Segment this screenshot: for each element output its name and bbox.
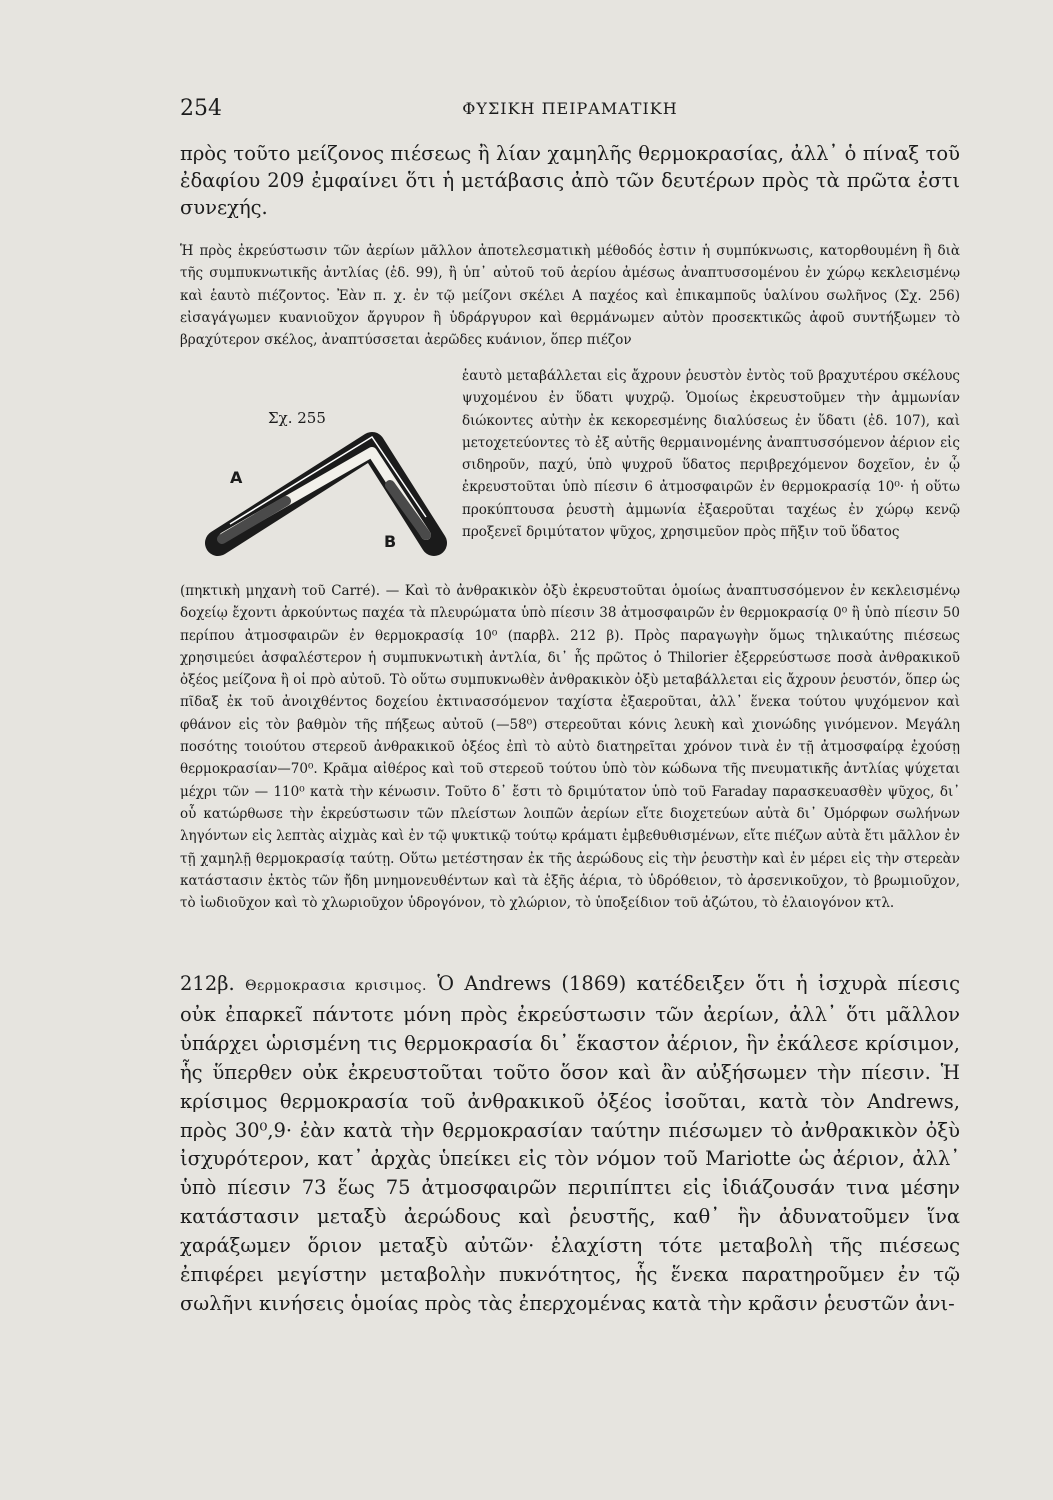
small-print-paragraph-1: Ἡ πρὸς ἐκρεύστωσιν τῶν ἀερίων μᾶλλον ἀποτελεσματικὴ μέθοδός ἐστιν ἡ συμπύκνωσις, κατορθουμένη ἢ διὰ τῆς συμπυκνωτικῆς ἀντλίας (ἐδ. 99), ἢ ὑπ᾽ αὐτοῦ τοῦ ἀερίου ἀμέσως ἀναπτυσσομένου ἐν χώρῳ κεκλεισμένῳ καὶ ἑαυτὸ πιέζοντος. Ἐὰν π. χ. ἐν τῷ μείζονι σκέλει Α παχέος καὶ ἐπικαμποῦς ὑαλίνου σωλῆνος (Σχ. 256) εἰσαγάγωμεν κυανιοῦχον ἄργυρον ἢ ὑδράργυρον καὶ θερμάνωμεν αὐτὸν προσεκτικῶς ἀφοῦ συντήξωμεν τὸ βραχύτερον σκέλος, ἀναπτύσσεται ἀερῶδες κυάνιον, ὅπερ πιέζον (180, 243, 960, 349)
bent-tube-illustration (190, 425, 450, 585)
figure-side-text: ἑαυτὸ μεταβάλλεται εἰς ἄχρουν ῥευστὸν ἐντὸς τοῦ βραχυτέρου σκέλους ψυχομένου ἐν ὕδατι ψυχρῷ. Ὁμοίως ἐκρευστοῦμεν τὴν ἀμμωνίαν διώκοντες αὐτὴν ἐκ κεκορεσμένης διαλύσεως ἐν ὕδατι (ἐδ. 107), καὶ μετοχετεύοντες τὸ ἐξ αὐτῆς θερμαινομένης ἀναπτυσσόμενον ἀέριον εἰς σιδηροῦν, παχύ, ὑπὸ ψυχροῦ ὕδατος περιβρεχόμενον δοχεῖον, ἐν ᾧ ἐκρευστοῦται ὑπὸ πίεσιν 6 ἀτμοσφαιρῶν ἐν θερμοκρασίᾳ 10⁰· ἡ οὕτω προκύπτουσα ῥευστὴ ἀμμωνία ἐξαεροῦται ταχέως ἐν χώρῳ κενῷ προξενεῖ δριμύτατον ψῦχος, χρησιμεῦον πρὸς πῆξιν τοῦ ὕδατος (462, 368, 960, 541)
section-critical-temperature (180, 970, 960, 1319)
section-number: 212β. (180, 972, 235, 995)
running-title: ΦΥΣΙΚΗ ΠΕΙΡΑΜΑΤΙΚΗ (462, 99, 678, 118)
glass-tube (218, 437, 434, 543)
figure (180, 365, 462, 587)
small-print-paragraph-2: (πηκτικὴ μηχανὴ τοῦ Carré). — Καὶ τὸ ἀνθρακικὸν ὀξὺ ἐκρευστοῦται ὁμοίως ἀναπτυσσόμενον ἐν κεκλεισμένῳ δοχείῳ ἔχοντι ἀρκούντως παχέα τὰ πλευρώματα ὑπὸ πίεσιν 38 ἀτμοσφαιρῶν ἐν θερμοκρασίᾳ 0⁰ ἢ ὑπὸ πίεσιν 50 περίπου ἀτμοσφαιρῶν ἐν θερμοκρασίᾳ 10⁰ (παρβλ. 212 β). Πρὸς παραγωγὴν ὅμως τηλικαύτης πιέσεως χρησιμεύει ἀσφαλέστερον ἡ συμπυκνωτικὴ ἀντλία, δι᾽ ἧς πρῶτος ὁ Thilorier ἐξερρεύστωσε ποσὰ ἀνθρακικοῦ ὀξέος μείζονα ἢ οἱ πρὸ αὐτοῦ. Τὸ οὕτω συμπυκνωθὲν ἀνθρακικὸν ὀξὺ μεταβάλλεται εἰς ἄχρουν ῥευστόν, ὅπερ ὡς πῖδαξ ἐκ τοῦ ἀνοιχθέντος δοχείου ἐκτινασσόμενον ταχίστα ἐξαεροῦται, ἀλλ᾽ ἕνεκα τούτου ψυχόμενον καὶ φθάνον εἰς τὸν βαθμὸν τῆς πήξεως αὐτοῦ (—58⁰) στερεοῦται κόνις λευκὴ καὶ χιονώδης γινόμενον. Μεγάλη ποσότης τοιούτου στερεοῦ ἀνθρακικοῦ ὀξέος ἐπὶ τὸ αὐτὸ διατηρεῖται χρόνον τινὰ ἐν τῇ ἀτμοσφαίρᾳ ἐχούσῃ θερμοκρασίαν—70⁰. Κρᾶμα αἰθέρος καὶ τοῦ στερεοῦ τούτου ὑπὸ τὸν κώδωνα τῆς πνευματικῆς ἀντλίας ψύχεται μέχρι τῶν — 110⁰ κατὰ τὴν κένωσιν. Τοῦτο δ᾽ ἔστι τὸ δριμύτατον ὑπὸ τοῦ Faraday παρασκευασθὲν ψῦχος, δι᾽ οὗ κατώρθωσε τὴν ἐκρεύστωσιν τῶν πλείστων λοιπῶν ἀερίων εἴτε διοχετεύων αὐτὰ δι᾽ Ʊμόρφων σωλήνων ληγόντων εἰς λεπτὰς αἰχμὰς καὶ ἐν τῷ ψυκτικῷ τούτῳ κράματι ἐμβεθυθισμένων, εἴτε πιέζων αὐτὰ ἔτι μᾶλλον ἐν τῇ χαμηλῇ θερμοκρασίᾳ ταύτῃ. Οὕτω μετέστησαν ἐκ τῆς ἀερώδους εἰς τὴν ῥευστὴν καὶ ἐν μέρει εἰς τὴν στερεὰν κατάστασιν ἐκτὸς τῶν ἤδη μνημονευθέντων καὶ τὰ ἑξῆς ἀέρια, τὸ ὑδρόθειον, τὸ ἀρσενικοῦχον, τὸ βρωμιοῦχον, τὸ ἰωδιοῦχον καὶ τὸ χλωριοῦχον ὑδρογόνον, τὸ χλώριον, τὸ ὑποξείδιον τοῦ ἀζώτου, τὸ ἐλαιογόνον κτλ. (180, 583, 960, 912)
intro-paragraph: πρὸς τοῦτο μείζονος πιέσεως ἢ λίαν χαμηλῆς θερμοκρασίας, ἀλλ᾽ ὁ πίναξ τοῦ ἐδαφίου 209 ἐμφαίνει ὅτι ἡ μετάβασις ἀπὸ τῶν δευτέρων πρὸς τὰ πρῶτα ἐστι συνεχής. (180, 142, 960, 219)
figure-block (180, 365, 960, 587)
page-header (180, 96, 960, 126)
figure-caption: Σχ. 255 (268, 409, 326, 427)
label-a: A (230, 468, 243, 487)
section-body: Ὁ Andrews (1869) κατέδειξεν ὅτι ἡ ἰσχυρὰ πίεσις οὐκ ἐπαρκεῖ πάντοτε μόνη πρὸς ἐκρεύστωσιν τῶν ἀερίων, ἀλλ᾽ ὅτι μᾶλλον ὑπάρχει ὡρισμένη τις θερμοκρασία δι᾽ ἕκαστον ἀέριον, ἣν ἐκάλεσε κρίσιμον, ἧς ὕπερθεν οὐκ ἐκρευστοῦται τοῦτο ὅσον καὶ ἂν αὐξήσωμεν τὴν πίεσιν. Ἡ κρίσιμος θερμοκρασία τοῦ ἀνθρακικοῦ ὀξέος ἰσοῦται, κατὰ τὸν Andrews, πρὸς 30⁰,9· ἐὰν κατὰ τὴν θερμοκρασίαν ταύτην πιέσωμεν τὸ ἀνθρακικὸν ὀξὺ ἰσχυρότερον, κατ᾽ ἀρχὰς ὑπείκει εἰς τὸν νόμον τοῦ Mariotte ὡς ἀέριον, ἀλλ᾽ ὑπὸ πίεσιν 73 ἕως 75 ἀτμοσφαιρῶν περιπίπτει εἰς ἰδιάζουσάν τινα μέσην κατάστασιν μεταξὺ ἀερώδους καὶ ῥευστῆς, καθ᾽ ἣν ἀδυνατοῦμεν ἵνα χαράξωμεν ὅριον μεταξὺ αὐτῶν· ἐλαχίστη τότε μεταβολὴ τῆς πιέσεως ἐπιφέρει μεγίστην μεταβολὴν πυκνότητος, ἧς ἕνεκα παρατηροῦμεν ἐν τῷ σωλῆνι κινήσεις ὁμοίας πρὸς τὰς ἐπερχομένας κατὰ τὴν κρᾶσιν ῥευστῶν ἀνι- (180, 972, 960, 1315)
label-b: B (384, 532, 397, 551)
section-heading: Θερμοκρασια κρισιμος. (245, 978, 427, 994)
page-number: 254 (180, 96, 222, 121)
